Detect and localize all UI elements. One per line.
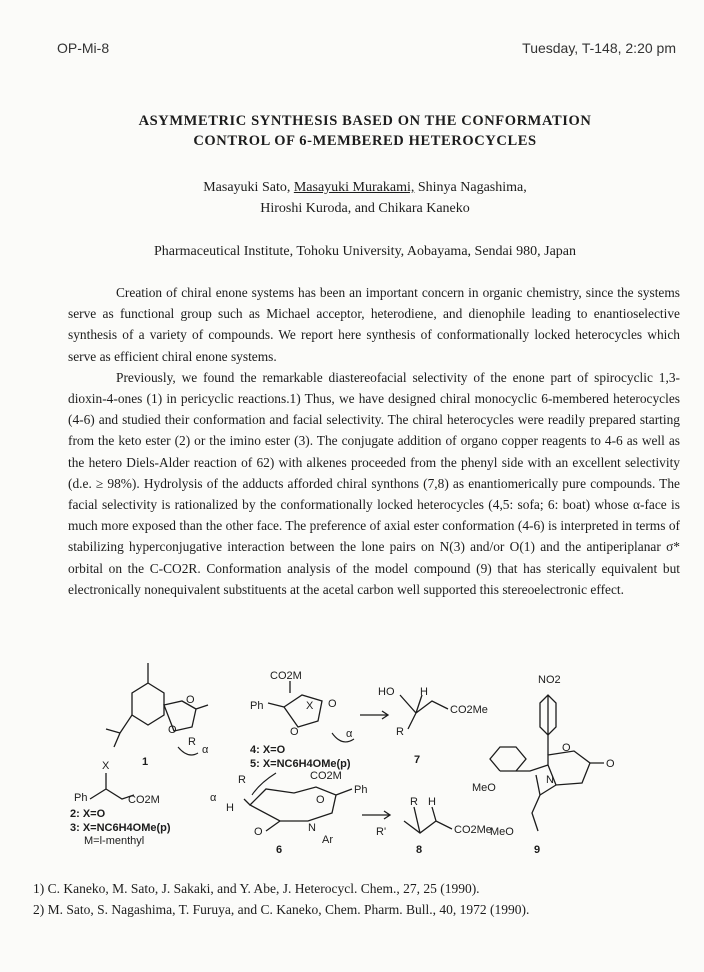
- r-label-1: R: [188, 736, 196, 748]
- author-line-1: [60, 177, 670, 198]
- ar-label-6: Ar: [322, 834, 333, 846]
- reference-2: 2) M. Sato, S. Nagashima, T. Furuya, and C. Kaneko, Chem. Pharm. Bull., 40, 1972 (1990).: [33, 902, 530, 917]
- no2-label-9: NO2: [538, 674, 561, 686]
- co2m-label-4: CO2M: [270, 670, 302, 682]
- compound-6-label: 6: [276, 844, 283, 856]
- author-list: [60, 177, 670, 219]
- x-label-4: X: [306, 700, 314, 712]
- alpha-label-6: α: [210, 792, 217, 804]
- alpha-label-1: α: [202, 744, 209, 756]
- abstract-paragraph-1: Creation of chiral enone systems has been an important concern in organic chemistry, since the systems serve as functional group such as Michael acceptor, heterodiene, and dienophile leading to enantioselective synthesis of a variety of compounds. We report here synthesis of conformationally locked heterocycles which serve as efficient chiral enone systems.: [68, 285, 680, 364]
- compound-5-label: 5: X=NC6H4OMe(p): [250, 758, 351, 770]
- co2me-label-8: CO2Me: [454, 824, 492, 836]
- oxygen-label-9: O: [562, 742, 571, 754]
- compound-4-label: 4: X=O: [250, 744, 286, 756]
- nitrogen-label-6: N: [308, 822, 316, 834]
- x-label-2: X: [102, 760, 110, 772]
- compound-2-label: 2: X=O: [70, 808, 106, 820]
- meo-label-9a: MeO: [472, 782, 496, 794]
- r-label-7: R: [396, 726, 404, 738]
- r-label-6: R: [238, 774, 246, 786]
- oxygen-label-9b: O: [606, 758, 615, 770]
- co2m-label-2: CO2M: [128, 794, 160, 806]
- affiliation: Pharmaceutical Institute, Tohoku University, Aobayama, Sendai 980, Japan: [153, 244, 577, 259]
- author-nagashima: Shinya Nagashima,: [414, 180, 527, 195]
- oxygen-label-4b: O: [290, 726, 299, 738]
- abstract-paragraph-2: Previously, we found the remarkable diastereofacial selectivity of the enone part of spirocyclic 1,3-dioxin-4-ones (1) in pericyclic reactions.1) Thus, we have designed chiral monocyclic 6-membered heterocycles (4-6) and studied their conformation and facial selectivity. The chiral heterocycles were readily prepared starting from the keto ester (2) or the imino ester (3). The conjugate addition of organo copper reagents to 4-6 as well as the hetero Diels-Alder reaction of 62) with alkenes proceeded from the phenyl side with an excellent selectivity (d.e. ≥ 98%). Hydrolysis of the adducts afforded chiral synthons (7,8) as enantiomerically pure compounds. The facial selectivity is rationalized by the conformationally locked heterocycles (4,5: sofa; 6: boat) whose α-face is much more exposed than the other face. The preference of axial ester conformation (4-6) is interpreted in terms of stabilizing hyperconjugative interaction between the lone pairs on N(3) and/or O(1) and the antiperiplanar σ* orbital on the C-CO2R. Conformation analysis of the model compound (9) that has sterically equivalent but electronically nonequivalent substituents at the acetal carbon well supported this stereoelectronic effect.: [68, 369, 680, 597]
- ho-label-7: HO: [378, 686, 395, 698]
- h-label-6: H: [226, 802, 234, 814]
- co2me-label-7: CO2Me: [450, 704, 488, 716]
- reference-list: [33, 878, 693, 920]
- session-schedule: Tuesday, T-148, 2:20 pm: [522, 40, 676, 56]
- reference-1: 1) C. Kaneko, M. Sato, J. Sakaki, and Y. Abe, J. Heterocycl. Chem., 27, 25 (1990).: [33, 881, 480, 896]
- paper-title: [60, 111, 670, 151]
- h-label-7: H: [420, 686, 428, 698]
- session-code: OP-Mi-8: [57, 40, 110, 56]
- compound-3-label: 3: X=NC6H4OMe(p): [70, 822, 171, 834]
- oxygen-label-6: O: [316, 794, 325, 806]
- alpha-label-4: α: [346, 728, 353, 740]
- author-sato: Masayuki Sato,: [203, 180, 294, 195]
- ph-label-6: Ph: [354, 784, 368, 796]
- h-label-8: H: [428, 796, 436, 808]
- ph-label-4: Ph: [250, 700, 264, 712]
- rprime-label-8: R': [376, 826, 387, 838]
- menthyl-label: M=l-menthyl: [84, 835, 145, 847]
- title-line-2: CONTROL OF 6-MEMBERED HETEROCYCLES: [193, 133, 537, 149]
- r-label-8: R: [410, 796, 418, 808]
- title-line-1: ASYMMETRIC SYNTHESIS BASED ON THE CONFORMATION: [138, 113, 592, 129]
- nitrogen-label-9: N: [546, 774, 554, 786]
- reaction-scheme: [70, 655, 630, 860]
- abstract: [68, 282, 680, 600]
- meo-label-9b: MeO: [490, 826, 514, 838]
- compound-7-label: 7: [414, 754, 421, 766]
- oxygen-label-6b: O: [254, 826, 263, 838]
- co2m-label-6: CO2M: [310, 770, 342, 782]
- oxygen-label-1b: O: [168, 724, 177, 736]
- oxygen-label-4: O: [328, 698, 337, 710]
- compound-1-label: 1: [142, 756, 149, 768]
- ph-label-2: Ph: [74, 792, 88, 804]
- compound-9-label: 9: [534, 844, 541, 856]
- oxygen-label-1: O: [186, 694, 195, 706]
- presenting-author: Masayuki Murakami,: [293, 180, 415, 195]
- compound-8-label: 8: [416, 844, 423, 856]
- author-line-2: Hiroshi Kuroda, and Chikara Kaneko: [260, 201, 470, 216]
